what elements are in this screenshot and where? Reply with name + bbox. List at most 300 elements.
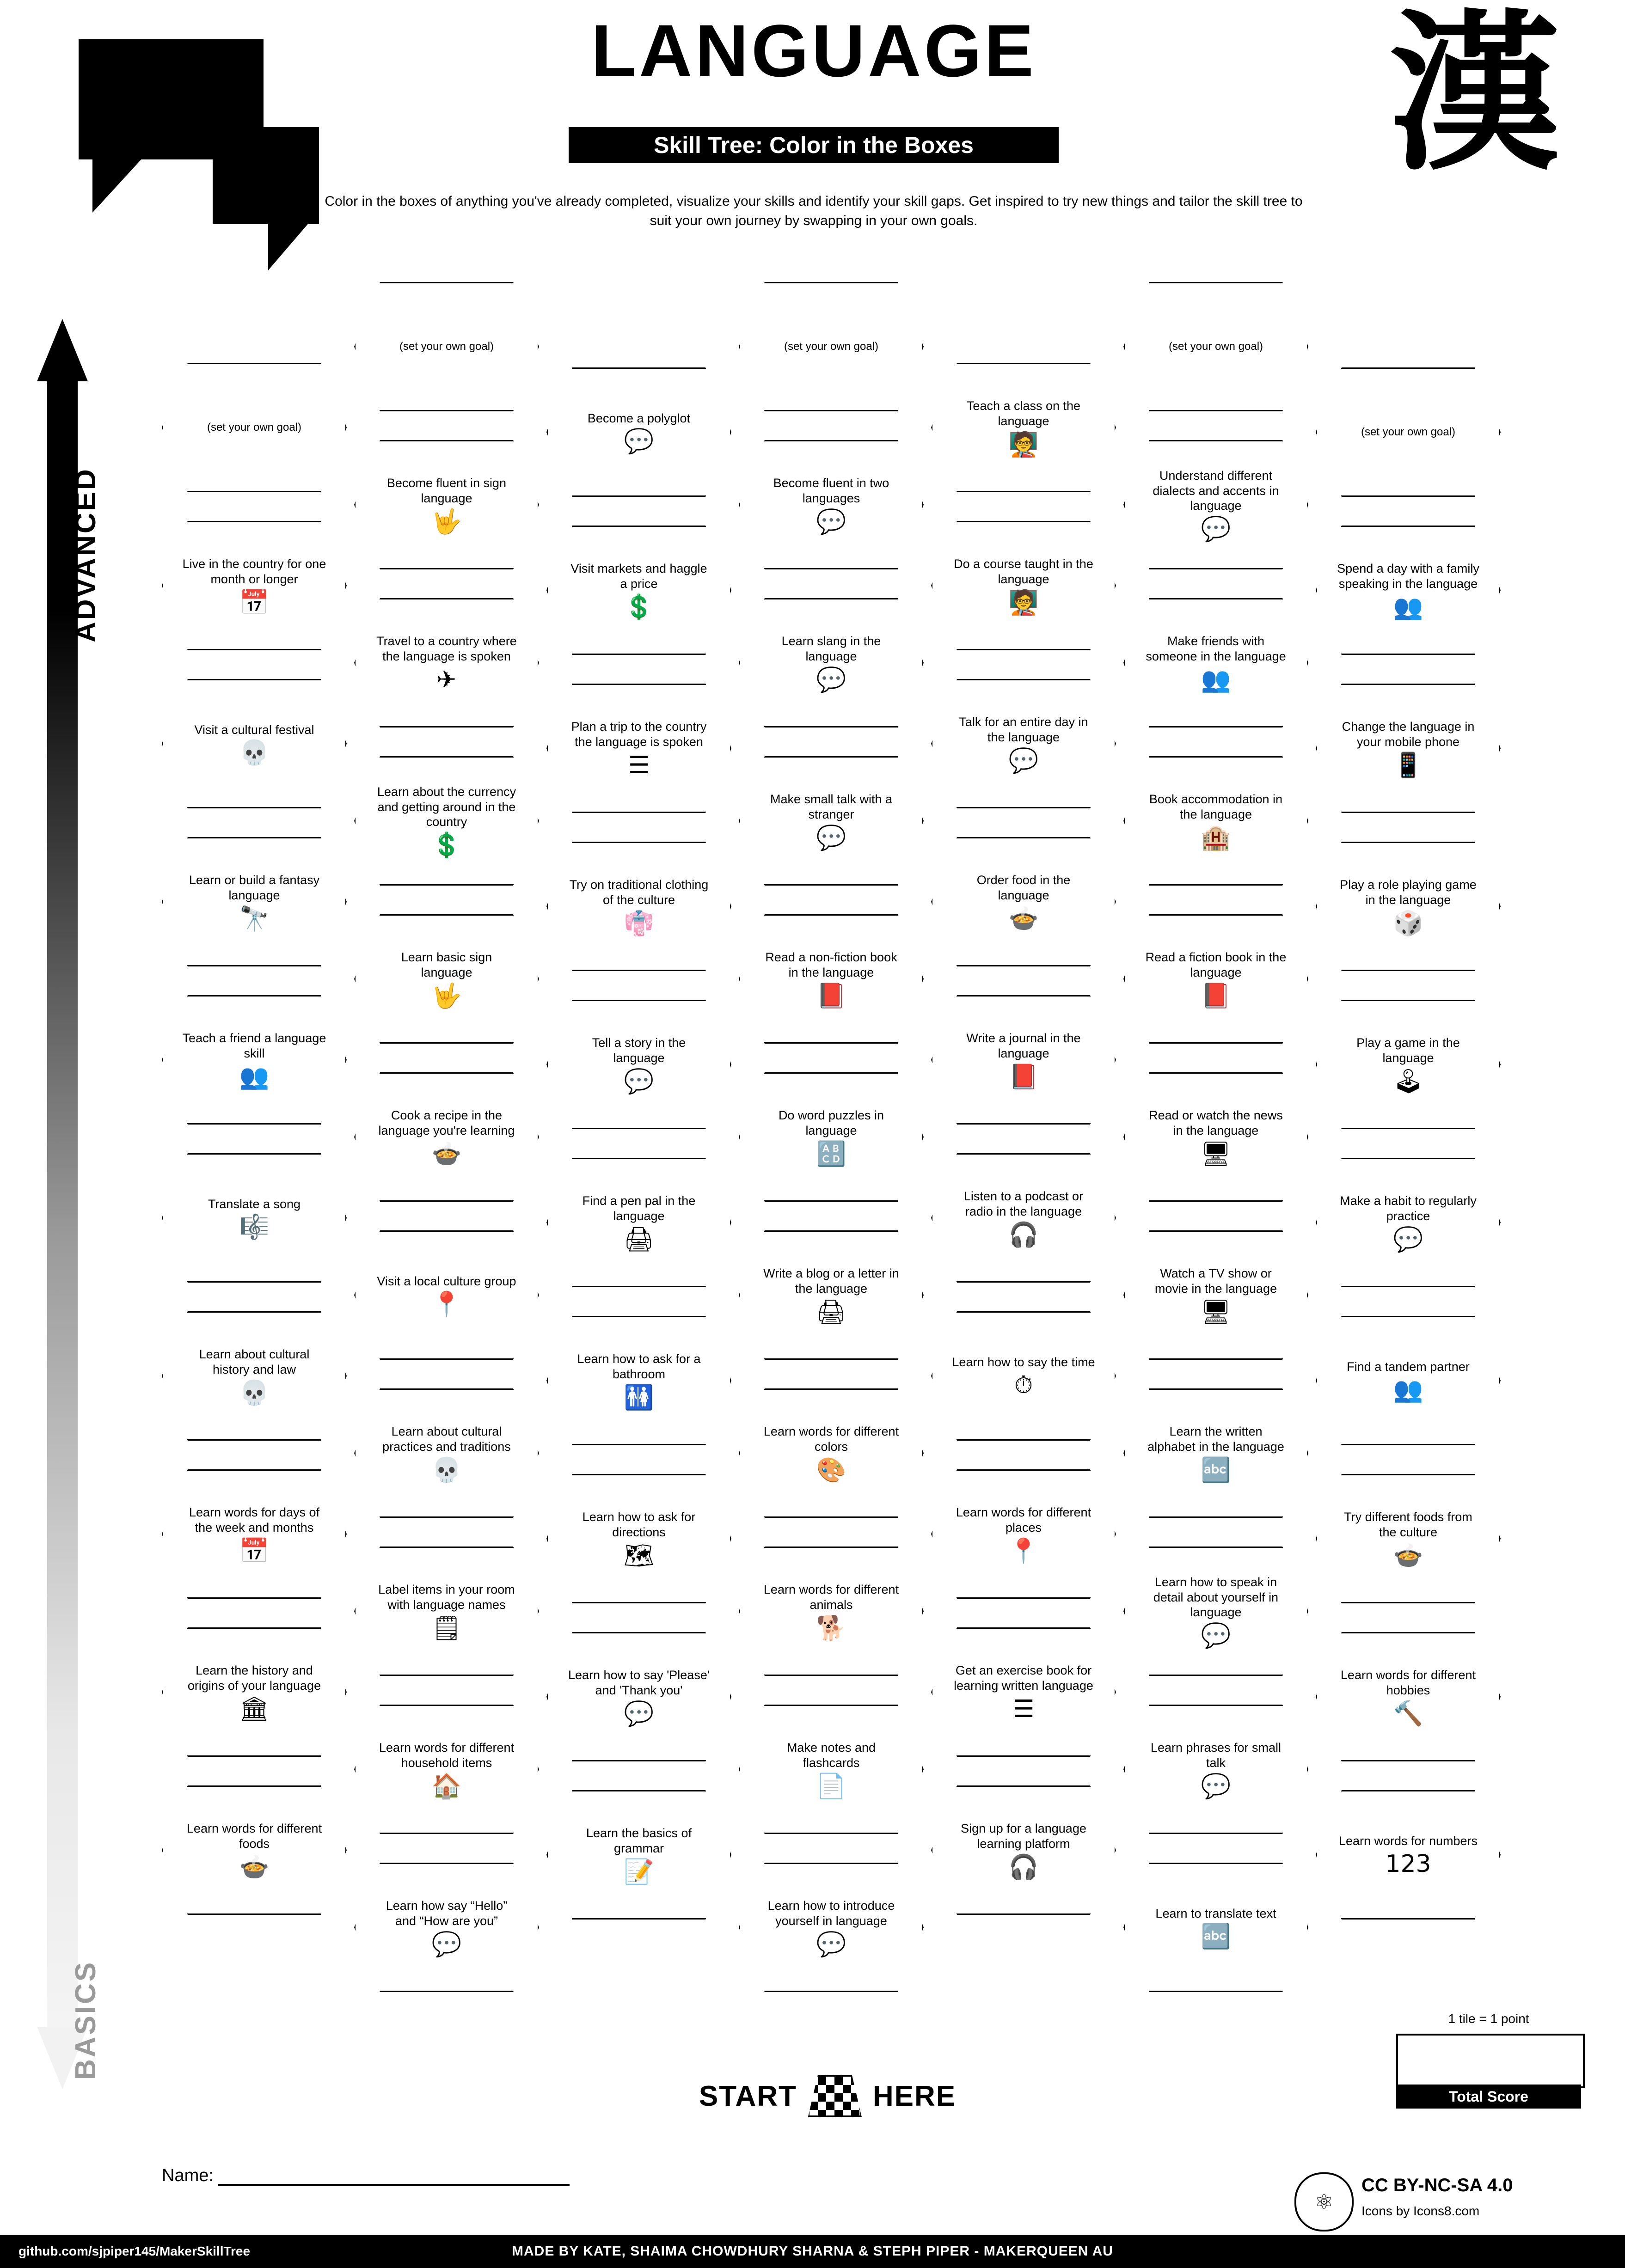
skill-tile[interactable] xyxy=(1316,842,1501,971)
skill-tile-label: Visit a local culture group xyxy=(377,1274,516,1288)
skill-tile-label: Change the language in your mobile phone xyxy=(1342,720,1475,749)
skill-tile-icon: 💲 xyxy=(624,593,654,621)
skill-tile-content xyxy=(354,1388,539,1518)
skill-tile[interactable] xyxy=(546,1790,731,1920)
page-description: Color in the boxes of anything you've already completed, visualize your skills and identify your skill gaps. Get inspired to try new things and tailor the skill tree to suit your own journey by swapping in your own goals. xyxy=(325,194,1303,228)
skill-tile-icon: 📝 xyxy=(624,1858,654,1886)
skill-tile[interactable] xyxy=(1123,1547,1308,1676)
skill-tile[interactable] xyxy=(739,1388,924,1518)
skill-tile-content xyxy=(1316,1790,1501,1920)
skill-tile-label: Learn words for different foods xyxy=(186,1822,322,1851)
start-here-marker xyxy=(661,2075,994,2117)
skill-tile[interactable] xyxy=(354,914,539,1044)
skill-tile[interactable] xyxy=(1123,756,1308,886)
skill-tile[interactable] xyxy=(546,1474,731,1603)
skill-tile[interactable] xyxy=(1316,1474,1501,1603)
skill-tile-label: Learn words for different animals xyxy=(763,1583,899,1612)
skill-tile-icon: 🏠 xyxy=(431,1772,462,1800)
skill-tile[interactable] xyxy=(546,684,731,813)
skill-tile-icon: 💬 xyxy=(1201,1622,1231,1650)
skill-tile-content xyxy=(739,1863,924,1992)
skill-tile-content xyxy=(546,1316,731,1445)
skill-tile[interactable] xyxy=(1316,1790,1501,1920)
skill-tile[interactable] xyxy=(1123,914,1308,1044)
skill-tile-icon: 👥 xyxy=(1201,666,1231,694)
skill-tile-label: Learn words for different places xyxy=(956,1505,1092,1534)
skill-tile-content xyxy=(162,1469,347,1599)
skill-tile-icon: ☰ xyxy=(628,751,650,779)
skill-tile[interactable] xyxy=(1316,1000,1501,1129)
icons-credit: Icons by Icons8.com xyxy=(1361,2204,1480,2218)
skill-tile-content xyxy=(162,995,347,1125)
skill-tile-content xyxy=(1123,1705,1308,1834)
score-label: Total Score xyxy=(1396,2085,1581,2109)
license-block xyxy=(1294,2172,1581,2237)
skill-tile-label: Read a non-fiction book in the language xyxy=(765,950,897,979)
skill-tile-content xyxy=(1316,1632,1501,1761)
skill-tile-label: Make notes and flashcards xyxy=(786,1741,876,1770)
skill-tile[interactable] xyxy=(162,679,347,808)
axis-label-basics: BASICS xyxy=(70,1960,102,2080)
skill-tile-content xyxy=(354,1863,539,1992)
skill-tile[interactable] xyxy=(931,1785,1116,1915)
skill-tile[interactable] xyxy=(931,1469,1116,1599)
skill-tile[interactable] xyxy=(546,1158,731,1287)
speech-bubble-logo-icon xyxy=(79,39,319,238)
skill-tile-content xyxy=(931,837,1116,966)
skill-tile-content xyxy=(546,842,731,971)
kanji-character-icon: 漢 xyxy=(1389,0,1560,194)
skill-tile[interactable] xyxy=(162,1153,347,1283)
skill-tile-label: Listen to a podcast or radio in the language xyxy=(963,1189,1084,1218)
skill-tile-icon: 🧑‍🏫 xyxy=(1008,430,1039,458)
skill-tile-icon: 💬 xyxy=(816,507,846,536)
skill-tile-icon: 🐕 xyxy=(816,1614,846,1642)
skill-tile[interactable] xyxy=(162,363,347,492)
skill-tile-icon: 💀 xyxy=(431,1456,462,1484)
name-field-row xyxy=(162,2165,570,2186)
skill-tile-icon: 🧑‍🏫 xyxy=(1008,588,1039,617)
skill-tile-content xyxy=(546,1158,731,1287)
skill-tile-content xyxy=(162,837,347,966)
skill-tile-icon: ☰ xyxy=(1012,1695,1035,1723)
checkered-road-icon xyxy=(808,2075,862,2117)
skill-tile-content xyxy=(1316,526,1501,655)
name-input-line[interactable] xyxy=(218,2165,570,2186)
skill-tile[interactable] xyxy=(739,1072,924,1202)
skill-tile-icon: 💬 xyxy=(816,1930,846,1958)
footer-credit: MADE BY KATE, SHAIMA CHOWDHURY SHARNA & STEPH PIPER - MAKERQUEEN AU xyxy=(512,2244,1113,2259)
skill-tile-label: Do word puzzles in language xyxy=(778,1108,884,1137)
skill-tile-icon: 👥 xyxy=(239,1063,270,1091)
skill-tile-icon: 🎼 xyxy=(239,1213,270,1241)
skill-tile-content xyxy=(739,1230,924,1360)
skill-tile-label: Learn words for numbers xyxy=(1338,1834,1478,1848)
skill-tile-label: Watch a TV show or movie in the language xyxy=(1154,1266,1277,1296)
skill-tile[interactable] xyxy=(739,1863,924,1992)
skill-tile-content xyxy=(1123,914,1308,1044)
skill-tile-label: Learn words for different hobbies xyxy=(1340,1668,1476,1697)
skill-tile-icon: 📅 xyxy=(239,588,270,617)
skill-tile[interactable] xyxy=(546,526,731,655)
skill-tile-icon: 🗺 xyxy=(623,1541,654,1570)
skill-tile-label: Make friends with someone in the language xyxy=(1146,634,1286,663)
skill-tile[interactable] xyxy=(546,1632,731,1761)
skill-tile-label: Do a course taught in the language xyxy=(954,557,1093,586)
skill-tile[interactable] xyxy=(931,521,1116,650)
skill-tile[interactable] xyxy=(162,521,347,650)
skill-tile[interactable] xyxy=(162,995,347,1125)
skill-tile-content xyxy=(162,679,347,808)
skill-tile-content xyxy=(546,684,731,813)
skill-tile-label: Label items in your room with language names xyxy=(378,1583,515,1612)
skill-tile-content xyxy=(546,367,731,497)
skill-tile-label: Write a journal in the language xyxy=(966,1031,1081,1060)
skill-tile-icon: 📍 xyxy=(1008,1537,1039,1565)
skill-tile-label: (set your own goal) xyxy=(1361,426,1456,439)
skill-tile-label: Learn or build a fantasy language xyxy=(189,873,320,902)
skill-tile-label: Visit markets and haggle a price xyxy=(570,562,707,591)
skill-tile-content xyxy=(546,1790,731,1920)
skill-tile-label: Learn how to introduce yourself in language xyxy=(767,1899,895,1928)
skill-tile-icon: 123 xyxy=(1385,1850,1431,1878)
skill-tile[interactable] xyxy=(1316,526,1501,655)
skill-tile[interactable] xyxy=(739,440,924,569)
skill-tile-icon: 📕 xyxy=(816,982,846,1010)
skill-tile[interactable] xyxy=(162,1469,347,1599)
skill-tile-label: Learn how say “Hello” and “How are you” xyxy=(386,1899,508,1928)
skill-tile-label: Play a role playing game in the language xyxy=(1340,878,1477,907)
skill-tile[interactable] xyxy=(1316,1158,1501,1287)
skill-tile-content xyxy=(931,1627,1116,1757)
skill-tile[interactable] xyxy=(162,1311,347,1441)
skill-tile-icon: 💀 xyxy=(239,1379,270,1407)
skill-tile-label: Learn words for different colors xyxy=(763,1424,899,1454)
skill-tile-icon: 🤟 xyxy=(431,982,462,1010)
poster-header xyxy=(0,0,1625,277)
skill-tile[interactable] xyxy=(1316,367,1501,497)
skill-tile-label: Tell a story in the language xyxy=(592,1036,686,1065)
skill-tile-icon: 👥 xyxy=(1393,1376,1423,1404)
skill-tile-icon: 🍲 xyxy=(431,1140,462,1168)
skill-tile-content xyxy=(1316,684,1501,813)
skill-tile[interactable] xyxy=(739,282,924,411)
skill-tile-icon: 🕹 xyxy=(1392,1067,1423,1095)
skill-tile-content xyxy=(739,1072,924,1202)
skill-tile-label: Learn about the currency and getting around in the country xyxy=(377,784,516,829)
skill-tile-content xyxy=(931,363,1116,492)
start-label-right: HERE xyxy=(872,2080,957,2112)
skill-tile-icon: 🎧 xyxy=(1008,1221,1039,1249)
skill-tile-icon: 👘 xyxy=(624,909,654,937)
skill-tile[interactable] xyxy=(739,914,924,1044)
skill-tile-icon: ✈ xyxy=(436,666,457,694)
skill-tile[interactable] xyxy=(1123,598,1308,727)
skill-tile[interactable] xyxy=(739,1705,924,1834)
skill-tile[interactable] xyxy=(739,1230,924,1360)
skill-tile-content xyxy=(931,1785,1116,1915)
skill-tile-label: Live in the country for one month or longer xyxy=(182,557,326,586)
skill-tile[interactable] xyxy=(354,1547,539,1676)
skill-tile-icon: 📕 xyxy=(1201,982,1231,1010)
skill-tile-label: Learn words for different household items xyxy=(379,1741,515,1770)
skill-tile[interactable] xyxy=(1316,684,1501,813)
footer-repo-link[interactable]: github.com/sjpiper145/MakerSkillTree xyxy=(18,2244,251,2258)
skill-tile-content xyxy=(354,1547,539,1676)
skill-tile-content xyxy=(931,1153,1116,1283)
skill-tile-icon: 💬 xyxy=(1393,1225,1423,1253)
skill-tile-content xyxy=(1316,367,1501,497)
skill-tile-content xyxy=(1123,1230,1308,1360)
skill-tile[interactable] xyxy=(1123,1230,1308,1360)
skill-tile-content xyxy=(546,1474,731,1603)
skill-tile-icon: 🔨 xyxy=(1393,1699,1423,1728)
skill-tile-icon: 🍲 xyxy=(1393,1541,1423,1570)
skill-tile-label: Plan a trip to the country the language is spoken xyxy=(571,720,707,749)
skill-tile[interactable] xyxy=(354,1705,539,1834)
skill-tile-icon: 📍 xyxy=(431,1290,462,1319)
skill-tile[interactable] xyxy=(739,756,924,886)
skill-tile-icon: 💬 xyxy=(1008,746,1039,775)
skill-tile-icon: 📱 xyxy=(1393,751,1423,779)
skill-tile-label: Learn to translate text xyxy=(1155,1906,1276,1920)
skill-tile[interactable] xyxy=(1316,1316,1501,1445)
skill-tile-icon: ⏱ xyxy=(1014,1371,1033,1400)
skill-tile-label: Try different foods from the culture xyxy=(1344,1510,1472,1539)
skill-tile[interactable] xyxy=(546,1316,731,1445)
skill-tile[interactable] xyxy=(354,1072,539,1202)
skill-tile[interactable] xyxy=(739,598,924,727)
skill-tile-content xyxy=(354,282,539,411)
skill-tile-icon: 💬 xyxy=(624,1067,654,1095)
skill-tile[interactable] xyxy=(1123,1388,1308,1518)
skill-tile-content xyxy=(1316,1474,1501,1603)
skill-tile-content xyxy=(354,440,539,569)
skill-tile-icon: 🎧 xyxy=(1008,1853,1039,1881)
skill-tile-icon: 💬 xyxy=(1201,515,1231,544)
skill-tile-content xyxy=(1123,1072,1308,1202)
skill-tile-content xyxy=(162,1785,347,1915)
skill-tile-content xyxy=(739,598,924,727)
skill-tile[interactable] xyxy=(1123,1863,1308,1992)
page-title: LANGUAGE xyxy=(591,9,1036,92)
skill-tile[interactable] xyxy=(162,1627,347,1757)
skill-tile-label: Learn how to ask for a bathroom xyxy=(577,1352,701,1381)
skill-tile-label: Learn basic sign language xyxy=(401,950,492,979)
skill-tile-label: Learn how to say the time xyxy=(952,1355,1095,1369)
skill-tile-icon: 🖥 xyxy=(1200,1298,1231,1326)
skill-tile-content xyxy=(1123,1863,1308,1992)
skill-tile-content xyxy=(354,598,539,727)
skill-tile-label: Visit a cultural festival xyxy=(194,722,314,737)
skill-tile[interactable] xyxy=(354,1388,539,1518)
skill-tile-label: Find a tandem partner xyxy=(1347,1359,1470,1374)
skill-tile-icon: 👥 xyxy=(1393,593,1423,621)
skill-tile[interactable] xyxy=(931,679,1116,808)
skill-tile-icon: 🖥 xyxy=(1200,1140,1231,1168)
skill-tile-icon: 💬 xyxy=(1201,1772,1231,1800)
skill-tile-content xyxy=(1123,440,1308,569)
skill-tile-label: Spend a day with a family speaking in the language xyxy=(1337,562,1479,591)
skill-tile-icon: 📄 xyxy=(816,1772,846,1800)
skill-tile-label: Translate a song xyxy=(208,1197,301,1211)
skill-tile-content xyxy=(162,1627,347,1757)
skill-tile[interactable] xyxy=(354,756,539,886)
skill-tile-icon: 📅 xyxy=(239,1537,270,1565)
name-label: Name: xyxy=(162,2166,214,2185)
skill-tile-content xyxy=(931,1311,1116,1441)
skill-tile-icon: 🏨 xyxy=(1201,824,1231,852)
skill-tile[interactable] xyxy=(1123,282,1308,411)
skill-tile-content xyxy=(162,521,347,650)
skill-tile-label: Learn the written alphabet in the language xyxy=(1147,1424,1284,1454)
skill-tile-icon: 🗒 xyxy=(431,1614,462,1642)
skill-tile[interactable] xyxy=(354,1230,539,1360)
skill-tile-content xyxy=(162,1311,347,1441)
skill-tile-label: Learn the history and origins of your language xyxy=(187,1663,321,1693)
skill-tile-content xyxy=(546,1000,731,1129)
license-text: CC BY-NC-SA 4.0 xyxy=(1361,2175,1513,2195)
skill-tile-icon: 💬 xyxy=(624,1699,654,1728)
skill-tile-label: Try on traditional clothing of the culture xyxy=(569,878,709,907)
skill-tile-icon: 🎨 xyxy=(816,1456,846,1484)
skill-tile-label: Read a fiction book in the language xyxy=(1145,950,1287,979)
skill-tile-label: Teach a friend a language skill xyxy=(182,1031,326,1060)
skill-tile-icon: 💬 xyxy=(431,1930,462,1958)
skill-tile-label: Learn words for days of the week and months xyxy=(189,1505,320,1534)
skill-tile[interactable] xyxy=(1123,440,1308,569)
skill-tile-content xyxy=(1316,842,1501,971)
skill-tile[interactable] xyxy=(931,363,1116,492)
skill-tile-content xyxy=(739,756,924,886)
skill-tile-label: (set your own goal) xyxy=(399,340,494,353)
skill-tile-icon: 🏛 xyxy=(239,1695,270,1723)
skill-tile-content xyxy=(1123,1547,1308,1676)
skill-tile-content xyxy=(354,756,539,886)
skill-tile-label: Get an exercise book for learning written language xyxy=(954,1663,1093,1693)
skill-tile-content xyxy=(1123,756,1308,886)
skill-tile-label: Find a pen pal in the language xyxy=(582,1194,696,1223)
skill-tile-label: Book accommodation in the language xyxy=(1149,792,1283,821)
skill-tile[interactable] xyxy=(354,440,539,569)
skill-tile-label: Learn how to speak in detail about yourself in language xyxy=(1153,1575,1279,1620)
skill-tile-label: Learn about cultural practices and traditions xyxy=(382,1424,511,1454)
skill-tile-content xyxy=(739,1388,924,1518)
skill-tile-content xyxy=(739,1705,924,1834)
skill-tile-content xyxy=(739,282,924,411)
skill-tile[interactable] xyxy=(546,1000,731,1129)
skill-tile-label: Make a habit to regularly practice xyxy=(1340,1194,1477,1223)
skill-tile[interactable] xyxy=(931,995,1116,1125)
skill-tile-label: Become fluent in sign language xyxy=(386,476,507,505)
skill-tile-icon: 🖨 xyxy=(816,1298,846,1326)
score-input[interactable] xyxy=(1396,2034,1585,2088)
skill-tile-content xyxy=(1316,1316,1501,1445)
skill-tile-content xyxy=(1316,1158,1501,1287)
skill-tile-content xyxy=(931,679,1116,808)
skill-tile-label: Become a polyglot xyxy=(587,411,691,425)
total-score-box xyxy=(1396,2011,1581,2110)
skill-tile[interactable] xyxy=(931,1153,1116,1283)
skill-tile-icon: 📕 xyxy=(1008,1063,1039,1091)
skill-tile-content xyxy=(931,521,1116,650)
skill-tile[interactable] xyxy=(354,282,539,411)
skill-tile[interactable] xyxy=(162,837,347,966)
skill-tile-content xyxy=(162,363,347,492)
skill-tile-content xyxy=(354,1230,539,1360)
skill-tile-label: Play a game in the language xyxy=(1356,1036,1460,1065)
skill-tile[interactable] xyxy=(546,367,731,497)
skill-tile-label: Order food in the language xyxy=(976,873,1071,902)
skill-tile-label: (set your own goal) xyxy=(1168,340,1263,353)
skill-tile[interactable] xyxy=(354,598,539,727)
skill-tile-label: Understand different dialects and accents in language xyxy=(1153,468,1279,513)
score-note: 1 tile = 1 point xyxy=(1448,2011,1529,2026)
skill-tile-icon: 🍲 xyxy=(1008,905,1039,933)
skill-tile-icon: 🍲 xyxy=(239,1853,270,1881)
skill-tile-label: Learn how to say 'Please' and 'Thank you' xyxy=(568,1668,710,1697)
skill-tile-content xyxy=(354,1072,539,1202)
skill-tile-content xyxy=(546,526,731,655)
skill-tile-label: Sign up for a language learning platform xyxy=(961,1822,1086,1851)
skill-tile-label: Learn how to ask for directions xyxy=(582,1510,696,1539)
skill-tile-label: Learn about cultural history and law xyxy=(199,1347,310,1376)
skill-tile-label: Make small talk with a stranger xyxy=(770,792,893,821)
skill-tile-content xyxy=(354,1705,539,1834)
skill-tile-content xyxy=(739,914,924,1044)
skill-tile-content xyxy=(1316,1000,1501,1129)
skill-tile-content xyxy=(739,1547,924,1676)
page-subtitle: Skill Tree: Color in the Boxes xyxy=(569,127,1059,163)
skill-tile[interactable] xyxy=(1123,1072,1308,1202)
skill-tile-label: Become fluent in two languages xyxy=(773,476,889,505)
skill-tile-label: Travel to a country where the language is spoken xyxy=(376,634,517,663)
skill-tile-label: Teach a class on the language xyxy=(966,399,1081,428)
skill-tile[interactable] xyxy=(162,1785,347,1915)
start-label-left: START xyxy=(699,2080,797,2112)
skill-tile-content xyxy=(931,995,1116,1125)
skill-tile-label: Cook a recipe in the language you're learning xyxy=(378,1108,515,1137)
skill-tile-icon: 🔭 xyxy=(239,905,270,933)
axis-label-advanced: ADVANCED xyxy=(70,467,102,642)
skill-tile-icon: 💬 xyxy=(816,824,846,852)
skill-tile-icon: 🔤 xyxy=(1201,1456,1231,1484)
skill-hex-grid xyxy=(0,277,1625,2080)
skill-tile-icon: 💲 xyxy=(431,831,462,860)
skill-tile-label: (set your own goal) xyxy=(784,340,879,353)
skill-tile[interactable] xyxy=(354,1863,539,1992)
skill-tile-content xyxy=(546,1632,731,1761)
skill-tile[interactable] xyxy=(931,1311,1116,1441)
skill-tile[interactable] xyxy=(546,842,731,971)
skill-tile-icon: 🚻 xyxy=(624,1383,654,1412)
skill-tile-icon: 🤟 xyxy=(431,507,462,536)
skill-tile-label: Write a blog or a letter in the language xyxy=(763,1266,899,1296)
skill-tile[interactable] xyxy=(931,1627,1116,1757)
poster-footer xyxy=(0,2235,1625,2268)
skill-tile[interactable] xyxy=(1123,1705,1308,1834)
skill-tile-icon: 💬 xyxy=(624,428,654,456)
skill-tile-label: Learn phrases for small talk xyxy=(1150,1741,1282,1770)
skill-tile-icon: 🖨 xyxy=(623,1225,654,1253)
skill-tile-icon: 🔤 xyxy=(1201,1923,1231,1951)
skill-tile[interactable] xyxy=(739,1547,924,1676)
skill-tile[interactable] xyxy=(1316,1632,1501,1761)
skill-tile-label: Talk for an entire day in the language xyxy=(959,715,1088,744)
skill-tile-content xyxy=(354,914,539,1044)
skill-tile-label: Learn slang in the language xyxy=(781,634,881,663)
skill-tile[interactable] xyxy=(931,837,1116,966)
